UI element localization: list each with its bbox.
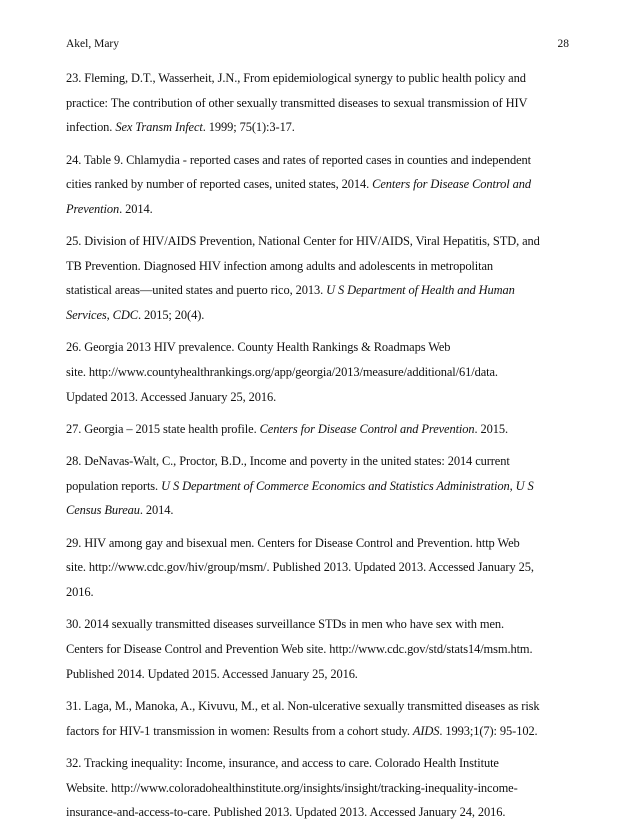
reference-text: . 2015; 20(4). xyxy=(137,307,205,322)
reference-line xyxy=(66,254,571,279)
reference-entry xyxy=(66,449,571,523)
reference-line xyxy=(66,197,571,222)
reference-line xyxy=(66,800,571,825)
reference-line xyxy=(66,637,571,662)
reference-text: factors for HIV-1 transmission in women: Results from a cohort study. xyxy=(66,723,413,738)
reference-italic-text: Prevention xyxy=(66,201,120,216)
reference-italic-text: Sex Transm Infect xyxy=(115,120,203,135)
reference-entry xyxy=(66,335,571,409)
reference-entry xyxy=(66,148,571,222)
reference-italic-text: Centers for Disease Control and xyxy=(372,177,531,192)
reference-text: 30. 2014 sexually transmitted diseases surveillance STDs in men who have sex with men. xyxy=(66,617,505,632)
reference-line xyxy=(66,91,571,116)
reference-text: practice: The contribution of other sexually transmitted diseases to sexual transmission of HIV xyxy=(66,95,528,110)
reference-text: 27. Georgia – 2015 state health profile. xyxy=(66,421,260,436)
reference-line xyxy=(66,719,571,744)
reference-text: 26. Georgia 2013 HIV prevalence. County Health Rankings & Roadmaps Web xyxy=(66,340,451,355)
reference-text: 24. Table 9. Chlamydia - reported cases and rates of reported cases in counties and independent xyxy=(66,152,531,167)
reference-text: 29. HIV among gay and bisexual men. Centers for Disease Control and Prevention. http Web xyxy=(66,535,520,550)
reference-line xyxy=(66,449,571,474)
reference-line xyxy=(66,66,571,91)
reference-line xyxy=(66,498,571,523)
reference-text: Published 2014. Updated 2015. Accessed January 25, 2016. xyxy=(66,666,358,681)
reference-line xyxy=(66,303,571,328)
reference-text: 25. Division of HIV/AIDS Prevention, National Center for HIV/AIDS, Viral Hepatitis, STD, and xyxy=(66,234,540,249)
reference-text: site. http://www.cdc.gov/hiv/group/msm/. Published 2013. Updated 2013. Accessed January 25, xyxy=(66,560,534,575)
reference-text: site. http://www.countyhealthrankings.org/app/georgia/2013/measure/additional/61/data. xyxy=(66,364,498,379)
reference-entry xyxy=(66,612,571,686)
reference-line xyxy=(66,172,571,197)
reference-line xyxy=(66,417,571,442)
reference-text: . 2014. xyxy=(139,503,174,518)
reference-text: . 2014. xyxy=(119,201,153,216)
reference-text: cities ranked by number of reported cases, united states, 2014. xyxy=(66,177,373,192)
reference-line xyxy=(66,360,571,385)
reference-line xyxy=(66,612,571,637)
reference-italic-text: Services, CDC xyxy=(66,307,138,322)
reference-text: Updated 2013. Accessed January 25, 2016. xyxy=(66,389,277,404)
reference-line xyxy=(66,229,571,254)
reference-line xyxy=(66,115,571,140)
reference-line xyxy=(66,555,571,580)
reference-line xyxy=(66,335,571,360)
reference-text: 2016. xyxy=(66,585,94,600)
page-number: 28 xyxy=(557,38,569,50)
reference-text: 32. Tracking inequality: Income, insurance, and access to care. Colorado Health Institute xyxy=(66,756,499,771)
reference-text: Website. http://www.coloradohealthinstitute.org/insights/insight/tracking-inequality-income- xyxy=(66,780,518,795)
reference-list xyxy=(66,66,571,833)
reference-line xyxy=(66,776,571,801)
reference-italic-text: Centers for Disease Control and Prevention xyxy=(259,421,475,436)
reference-line xyxy=(66,580,571,605)
reference-line xyxy=(66,278,571,303)
reference-line xyxy=(66,148,571,173)
reference-line xyxy=(66,531,571,556)
reference-line xyxy=(66,474,571,499)
reference-italic-text: Census Bureau xyxy=(66,503,140,518)
reference-line xyxy=(66,751,571,776)
reference-text: . 1999; 75(1):3-17. xyxy=(202,120,295,135)
reference-text: infection. xyxy=(66,120,116,135)
reference-line xyxy=(66,694,571,719)
reference-text: insurance-and-access-to-care. Published 2013. Updated 2013. Accessed January 24, 2016. xyxy=(66,805,506,820)
reference-line xyxy=(66,385,571,410)
reference-italic-text: AIDS xyxy=(412,723,440,738)
reference-text: TB Prevention. Diagnosed HIV infection among adults and adolescents in metropolitan xyxy=(66,258,494,273)
header-author: Akel, Mary xyxy=(66,38,120,50)
reference-italic-text: U S Department of Commerce Economics and Statistics Administration, U S xyxy=(161,478,534,493)
reference-entry xyxy=(66,66,571,140)
running-header xyxy=(66,36,569,52)
reference-text: . 1993;1(7): 95-102. xyxy=(439,723,538,738)
reference-text: Centers for Disease Control and Prevention Web site. http://www.cdc.gov/std/stats14/msm.htm. xyxy=(66,642,533,657)
reference-italic-text: U S Department of Health and Human xyxy=(326,283,515,298)
reference-text: 23. Fleming, D.T., Wasserheit, J.N., From epidemiological synergy to public health policy and xyxy=(66,71,526,85)
reference-entry xyxy=(66,694,571,743)
reference-entry xyxy=(66,531,571,605)
reference-text: . 2015. xyxy=(474,421,509,436)
reference-text: statistical areas—united states and puerto rico, 2013. xyxy=(66,283,327,298)
reference-text: 28. DeNavas-Walt, C., Proctor, B.D., Income and poverty in the united states: 2014 current xyxy=(66,454,510,469)
reference-entry xyxy=(66,229,571,327)
reference-line xyxy=(66,662,571,687)
reference-text: 31. Laga, M., Manoka, A., Kivuvu, M., et al. Non-ulcerative sexually transmitted diseases as risk xyxy=(66,699,540,714)
reference-text: population reports. xyxy=(66,478,162,493)
reference-entry xyxy=(66,751,571,825)
reference-entry xyxy=(66,417,571,442)
